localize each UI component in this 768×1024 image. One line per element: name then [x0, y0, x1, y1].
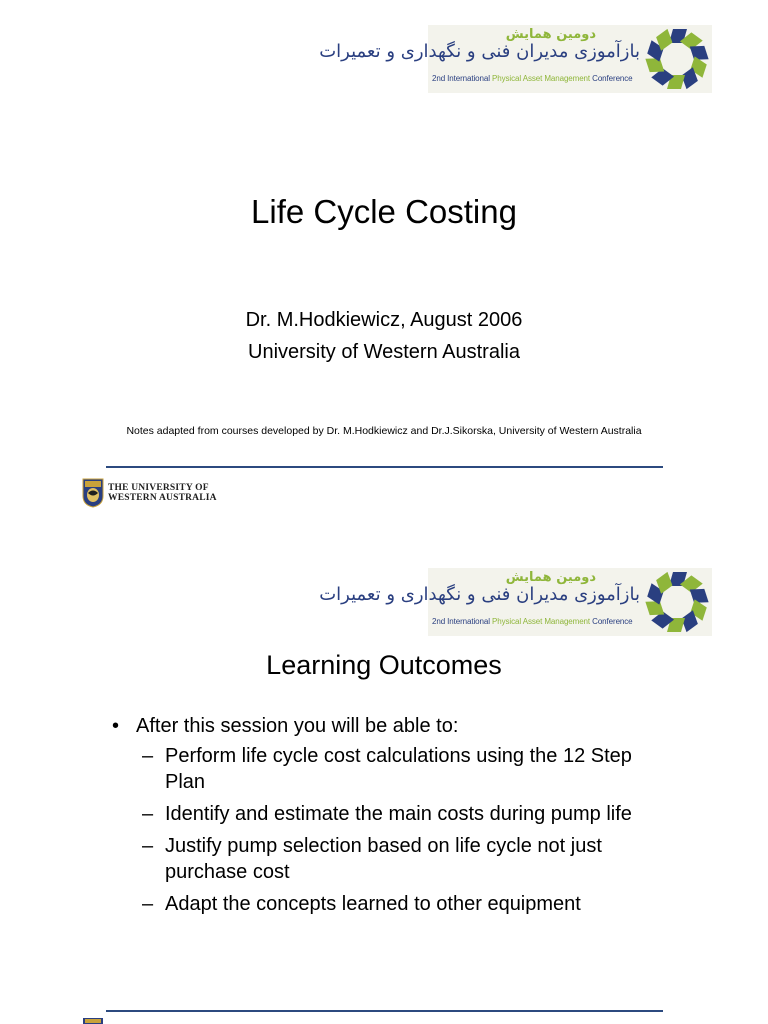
sub-list-item-text: Perform life cycle cost calculations using the 12 Step Plan — [165, 745, 632, 793]
footer-divider — [106, 466, 663, 468]
sub-list-item — [112, 833, 643, 885]
conference-banner — [319, 25, 712, 93]
banner-persian-title: بازآموزی مدیران فنی و نگهداری و تعمیرات — [319, 584, 640, 605]
conference-logo-icon — [644, 569, 710, 635]
uwa-crest-icon — [82, 478, 104, 508]
sub-list-item — [112, 801, 643, 827]
author-line: Dr. M.Hodkiewicz, August 2006 — [245, 309, 523, 331]
dash-marker: – — [142, 835, 154, 857]
banner-persian-subtitle: دومین همایش — [505, 570, 596, 585]
dash-marker: – — [142, 803, 154, 825]
sub-list-item-text: Justify pump selection based on life cycle not just purchase cost — [165, 835, 602, 883]
conference-banner — [319, 568, 712, 636]
dash-marker: – — [142, 893, 154, 915]
banner-english-title — [432, 74, 633, 83]
uwa-wordmark-line1: THE UNIVERSITY OF — [108, 483, 209, 493]
uwa-wordmark — [108, 483, 217, 503]
conference-logo-icon — [644, 26, 710, 92]
banner-english-title — [432, 617, 633, 626]
banner-english-part3: Conference — [592, 74, 633, 83]
notes-line: Notes adapted from courses developed by Dr. M.Hodkiewicz and Dr.J.Sikorska, University of Western Australia — [126, 425, 642, 437]
banner-english-part1: 2nd International — [432, 617, 493, 626]
uwa-wordmark-line2: WESTERN AUSTRALIA — [108, 493, 217, 503]
affiliation-line: University of Western Australia — [248, 341, 520, 363]
list-item-text: After this session you will be able to: — [136, 715, 459, 737]
sub-list-item — [112, 891, 643, 917]
sub-list-item-text: Adapt the concepts learned to other equipment — [165, 893, 581, 915]
banner-persian-title: بازآموزی مدیران فنی و نگهداری و تعمیرات — [319, 41, 640, 62]
slide-title: Life Cycle Costing — [251, 193, 517, 230]
slide-title: Learning Outcomes — [266, 650, 502, 680]
dash-marker: – — [142, 745, 154, 767]
footer-divider — [106, 1010, 663, 1012]
banner-english-part1: 2nd International — [432, 74, 493, 83]
sub-list-item — [112, 743, 643, 795]
banner-english-part2: Physical Asset Management — [492, 617, 593, 626]
list-item — [112, 713, 672, 739]
bullet-marker: • — [112, 715, 120, 737]
learning-outcomes-list — [112, 713, 672, 923]
uwa-crest-icon — [82, 1018, 104, 1024]
sub-list-item-text: Identify and estimate the main costs during pump life — [165, 803, 632, 825]
uwa-logo — [82, 478, 242, 510]
banner-english-part3: Conference — [592, 617, 633, 626]
banner-persian-subtitle: دومین همایش — [505, 27, 596, 42]
banner-english-part2: Physical Asset Management — [492, 74, 593, 83]
